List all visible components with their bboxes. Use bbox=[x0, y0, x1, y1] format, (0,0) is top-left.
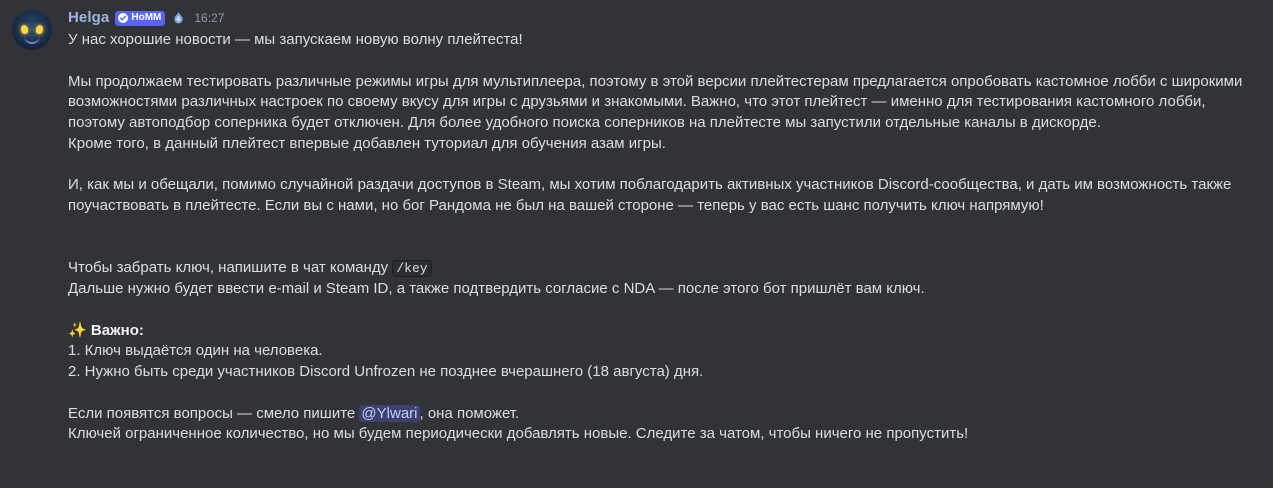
important-item-2: 2. Нужно быть среди участников Discord Unfrozen не позднее вчерашнего (18 августа) дня. bbox=[68, 362, 704, 380]
message-header bbox=[68, 8, 1261, 28]
discord-nitro-badge-icon[interactable] bbox=[171, 11, 186, 26]
avatar-mouth-icon bbox=[24, 35, 40, 44]
message-line-2: Мы продолжаем тестировать различные режимы игры для мультиплеера, поэтому в этой версии плейтестерам предлагается опробовать кастомное лобби с широкими возможностями различных настроек по своему вкусу для игры с друзьями и знакомыми. Важно, что этот плейтест — именно для тестирования кастомного лобби, поэтому автоподбор соперника будет отключен. Для более удобного поиска соперников на плейтесте мы запустили отдельные каналы в дискорде. bbox=[68, 72, 1247, 131]
line-spacer bbox=[68, 216, 1261, 237]
line-spacer bbox=[68, 237, 1261, 258]
message-timestamp: 16:27 bbox=[194, 10, 225, 25]
line-spacer bbox=[68, 300, 1261, 321]
user-mention[interactable]: @Ylwari bbox=[361, 404, 418, 422]
message-line-3: Кроме того, в данный плейтест впервые добавлен туториал для обучения азам игры. bbox=[68, 134, 666, 152]
key-instructions-line: Дальше нужно будет ввести e-mail и Steam ID, а также подтвердить согласие с NDA — после этого бот пришлёт вам ключ. bbox=[68, 280, 925, 297]
questions-suffix: , она поможет. bbox=[419, 404, 520, 422]
avatar[interactable] bbox=[12, 10, 52, 50]
message-line-4: И, как мы и обещали, помимо случайной раздачи доступов в Steam, мы хотим поблагодарить активных участников Discord-сообщества, и дать им возможность также поучаствовать в плейтесте. Если вы с нами, но бог Рандома не был на вашей стороне — теперь у вас есть шанс получить ключ напрямую! bbox=[68, 176, 1236, 214]
important-item-1: 1. Ключ выдаётся один на человека. bbox=[68, 342, 323, 360]
closing-line: Ключей ограниченное количество, но мы будем периодически добавлять новые. Следите за чатом, чтобы ничего не пропустить! bbox=[68, 425, 969, 443]
key-command-code[interactable]: /key bbox=[392, 260, 431, 277]
avatar-horn-left-icon bbox=[14, 10, 28, 24]
message-author[interactable]: Helga bbox=[68, 8, 110, 26]
avatar-wrapper bbox=[12, 8, 52, 445]
message-line-1: У нас хорошие новости — мы запускаем новую волну плейтеста! bbox=[68, 31, 523, 48]
bot-tag bbox=[115, 11, 165, 26]
line-spacer bbox=[68, 154, 1261, 175]
bot-tag-label: HoMM bbox=[131, 12, 162, 23]
important-heading-label: Важно: bbox=[90, 321, 144, 339]
avatar-horn-right-icon bbox=[36, 10, 50, 24]
questions-prefix: Если появятся вопросы — смело пишите bbox=[68, 404, 360, 422]
message-content bbox=[68, 8, 1261, 445]
verified-check-icon bbox=[118, 13, 128, 23]
questions-line bbox=[68, 404, 1261, 425]
line-spacer bbox=[68, 51, 1261, 72]
avatar-eye-left-icon bbox=[20, 24, 29, 34]
avatar-eye-right-icon bbox=[35, 24, 44, 34]
key-command-prefix: Чтобы забрать ключ, напишите в чат команду bbox=[68, 259, 393, 277]
key-command-line bbox=[68, 258, 1261, 279]
line-spacer bbox=[68, 383, 1261, 404]
important-heading bbox=[68, 321, 1261, 342]
sparkles-icon: ✨ bbox=[68, 321, 87, 339]
